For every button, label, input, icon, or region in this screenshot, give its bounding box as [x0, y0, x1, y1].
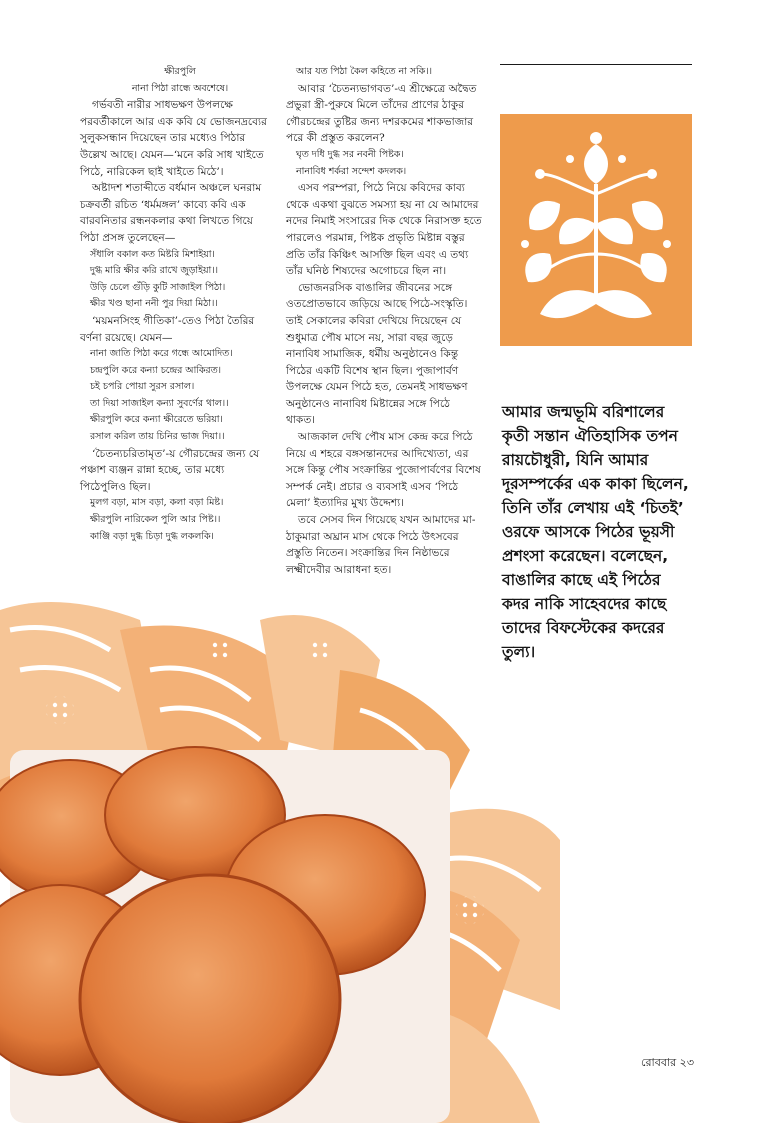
divider [500, 64, 692, 65]
verse-line: দুগ্ধ মারি ক্ষীর করি রাখে জুড়াইয়া।। [90, 265, 218, 277]
verse-line: ক্ষীরপুলি [164, 66, 196, 77]
paragraph: আজকাল দেখি পৌষ মাস কেন্দ্র করে পিঠে নিয়ে এ শহরে বঙ্গসন্তানদের আদিখ্যেতা, এর সঙ্গে কিন্তু পৌষ সংক্রান্তির পুজোপার্বণের বিশেষ সম্পর্ক নেই। প্রচার ও ব্যবসাই এসব ‘পিঠে মেলা’ ইত্যাদির মুখ্য উদ্দেশ্য। [286, 431, 481, 510]
pitha-photo-illustration [0, 590, 560, 1123]
paragraph: গর্ভবতী নারীর সাধভক্ষণ উপলক্ষে পরবর্তীকালে আর এক কবি যে ভোজনদ্রব্যের সুলুকসন্ধান দিয়েছেন তার মধ্যেও পিঠার উল্লেখ আছে। যেমন—‘মনে করি সাধ খাইতে পিঠে, নারিকেল ছাই খাইতে মিঠে’। [80, 99, 267, 178]
verse-line: সঁধালি বকাল কত মিষ্টরি মিশাইয়া। [90, 248, 215, 260]
verse-line: মুলগ বড়া, মাস বড়া, কলা বড়া মিষ্ট। [90, 497, 224, 509]
paragraph: ‘চৈতন্যচরিতামৃত’-য় গৌরচন্দ্রের জন্য যে পঞ্চাশ ব্যঞ্জন রান্না হচ্ছে, তার মধ্যে পিঠেপুলিও ছিল। [80, 447, 260, 493]
verse-line: নানাবিধ শর্করা সন্দেশ কদলক। [296, 165, 407, 177]
verse-line: আর যত পিঠা কৈল কহিতে না সকি।। [296, 66, 432, 77]
paragraph: ‘ময়মনসিংহ গীতিকা’-তেও পিঠা তৈরির বর্ণনা রয়েছে। যেমন— [80, 314, 255, 344]
page-footer: রোববার ২৩ [641, 1056, 694, 1069]
paragraph: অষ্টাদশ শতাব্দীতে বর্ধমান অঞ্চলে ঘনরাম চক্রবর্তী রচিত ‘ধর্মমঙ্গল’ কাব্যে কবি এক বারবনিতার রন্ধনকলার কথা লিখতে গিয়ে পিঠা প্রসঙ্গ তুলেছেন— [80, 182, 262, 244]
verse-line: চই চপরি পোয়া সুরস রসাল। [90, 381, 195, 393]
verse-line: নানা পিঠা রান্ধে অবশেষে। [131, 82, 229, 94]
paragraph: আবার ‘চৈতন্যভাগবত’-এ শ্রীক্ষেত্রে অদ্বৈত প্রভুরা স্ত্রী-পুরুষে মিলে তাঁদের প্রাণের ঠাকুর গৌরচন্দ্রের তুষ্টির জন্য দশরকমের শাকভাজার পরে কী প্রস্তুত করলেন? [286, 82, 477, 145]
floral-motif-icon [500, 114, 692, 346]
article-column-2 [286, 64, 482, 578]
verse-line: তা দিয়া সাজাইল কন্যা সুবর্ণের থাল।। [90, 397, 229, 409]
paragraph: ভোজনরসিক বাঙালির জীবনের সঙ্গে ওতপ্রোতভাবে জড়িয়ে আছে পিঠে-সংস্কৃতি। তাই সেকালের কবিরা দেখিয়ে দিয়েছেন যে শুধুমাত্র পৌষ মাসে নয়, সারা বছর জুড়ে নানাবিধ সামাজিক, ধর্মীয় অনুষ্ঠানেও কিন্তু পিঠের একটি বিশেষ স্থান ছিল। পুজাপার্বণ উপলক্ষে যেমন পিঠে হত, তেমনই সাধভক্ষণ অনুষ্ঠানেও নানাবিধ মিষ্টান্নের সঙ্গে পিঠে থাকত। [286, 281, 468, 427]
paragraph: এসব পরম্পরা, পিঠে নিয়ে কবিদের কাব্য থেকে একথা বুঝতে সমস্যা হয় না যে আমাদের নদের নিমাই সংসারের দিক থেকে নিরাসক্ত হতে পারলেও পরমান্ন, পিষ্টক প্রভৃতি মিষ্টান্ন বস্তুর প্রতি তাঁর কিঞ্চিৎ আসক্তি ছিল এবং এ তথ্য তাঁর ঘনিষ্ঠ শিষ্যদের অগোচরে ছিল না। [286, 182, 482, 278]
verse-line: রসাল করিল তায় চিনির ভাজ দিয়া।। [90, 431, 225, 443]
article-column-1 [80, 64, 270, 545]
verse-line: উড়ি চেলে গুঁড়ি কুটি সাজাইল পিঠা। [90, 281, 226, 293]
verse-line: ক্ষীরপুলি নারিকেল পুলি আর পিষ্ট।। [90, 514, 221, 526]
verse-line: ক্ষীর খণ্ড ছানা ননী পুর দিয়া মিঠা।। [90, 298, 218, 310]
verse-line: নানা জাতি পিঠা করে গন্ধে আমোদিত। [90, 348, 233, 360]
paragraph: তবে সেসব দিন গিয়েছে যখন আমাদের মা-ঠাকুমারা অঘ্রান মাস থেকে পিঠে উৎসবের প্রস্তুতি নিতেন। সংক্রান্তির দিন নিষ্ঠাভরে লক্ষ্মীদেবীর আরাধনা হত। [286, 514, 476, 576]
verse-line: চন্দ্রপুলি করে কন্যা চন্দ্রের আকিরত। [90, 364, 221, 376]
verse-line: ঘৃত দধি দুগ্ধ সর নবনী পিষ্টক। [296, 148, 404, 160]
pull-quote: আমার জন্মভূমি বরিশালের কৃতী সন্তান ঐতিহাসিক তপন রায়চৌধুরী, যিনি আমার দূরসম্পর্কের এক কাকা ছিলেন, তিনি তাঁর লেখায় এই ‘চিতই’ ওরফে আসকে পিঠের ভূয়সী প্রশংসা করেছেন। বলেছেন, বাঙালির কাছে এই পিঠের কদর নাকি সাহেবদের কাছে তাদের বিফস্টেকের কদরের তুল্য। [502, 403, 689, 661]
verse-line: কাঞ্জি বড়া দুগ্ধ চিড়া দুগ্ধ লকলকি। [90, 530, 214, 542]
verse-line: ক্ষীরপুলি করে কন্যা ক্ষীরেতে ভরিয়া। [90, 414, 223, 426]
